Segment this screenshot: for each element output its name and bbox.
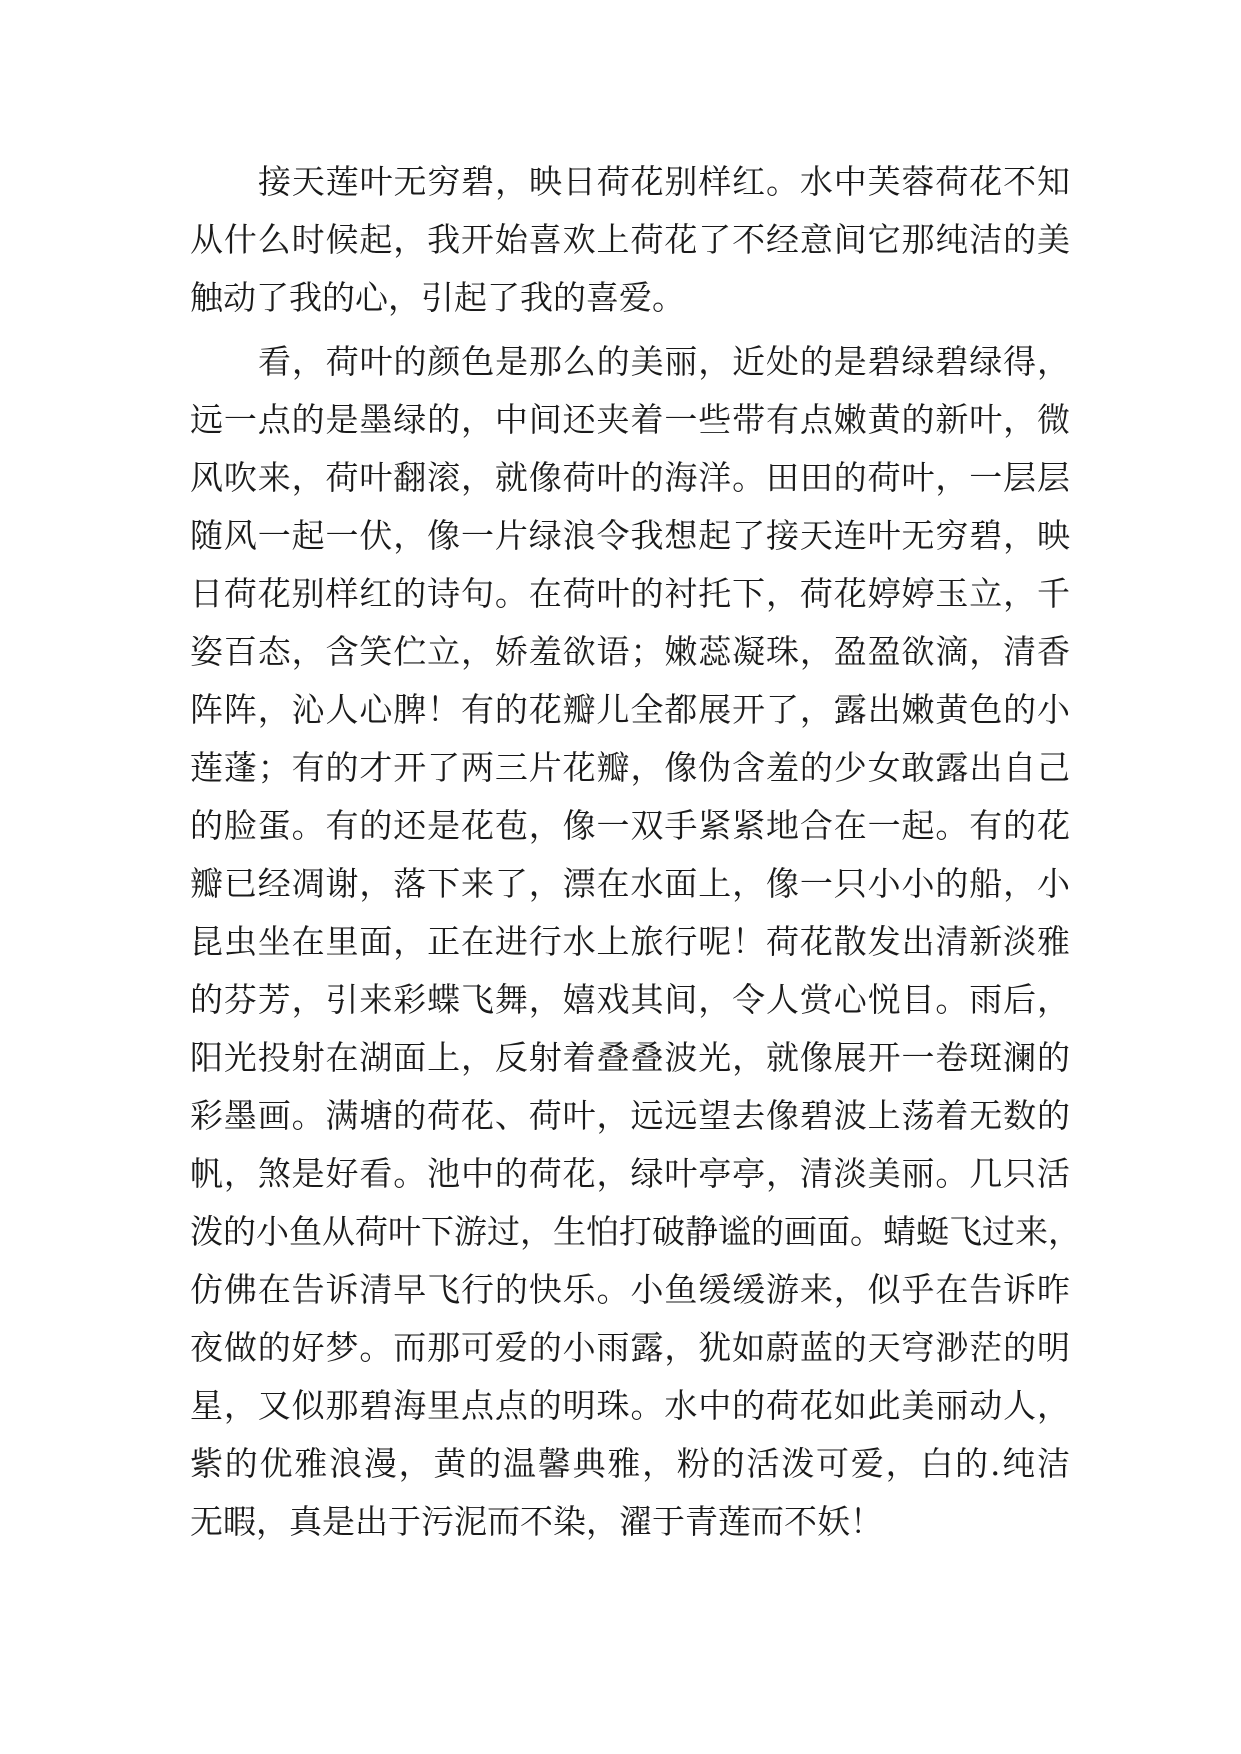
paragraph-2 xyxy=(190,333,1081,1551)
text-line: 的芬芳，引来彩蝶飞舞，嬉戏其间，令人赏心悦目。雨后， xyxy=(190,980,1070,1019)
text-line: 随风一起一伏，像一片绿浪令我想起了接天连叶无穷碧，映 xyxy=(190,516,1070,555)
text-line: 帆，煞是好看。池中的荷花，绿叶亭亭，清淡美丽。几只活 xyxy=(190,1154,1070,1193)
text-line: 风吹来，荷叶翻滚，就像荷叶的海洋。田田的荷叶，一层层 xyxy=(190,458,1070,497)
text-line: 日荷花别样红的诗句。在荷叶的衬托下，荷花婷婷玉立，千 xyxy=(190,574,1070,613)
text-line: 的脸蛋。有的还是花苞，像一双手紧紧地合在一起。有的花 xyxy=(190,806,1070,845)
text-line: 瓣已经凋谢，落下来了，漂在水面上，像一只小小的船，小 xyxy=(190,864,1070,903)
text-line: 看，荷叶的颜色是那么的美丽，近处的是碧绿碧绿得， xyxy=(258,342,1070,381)
text-line: 星，又似那碧海里点点的明珠。水中的荷花如此美丽动人， xyxy=(190,1386,1070,1425)
text-line: 泼的小鱼从荷叶下游过，生怕打破静谧的画面。蜻蜓飞过来， xyxy=(190,1212,1081,1251)
text-line: 无暇，真是出于污泥而不染，濯于青莲而不妖！ xyxy=(190,1502,883,1541)
text-line: 姿百态，含笑伫立，娇羞欲语；嫩蕊凝珠，盈盈欲滴，清香 xyxy=(190,632,1070,671)
text-line: 昆虫坐在里面，正在进行水上旅行呢！荷花散发出清新淡雅 xyxy=(190,922,1070,961)
text-line: 触动了我的心，引起了我的喜爱。 xyxy=(190,278,685,317)
text-line: 阳光投射在湖面上，反射着叠叠波光，就像展开一卷斑澜的 xyxy=(190,1038,1070,1077)
text-line: 仿佛在告诉清早飞行的快乐。小鱼缓缓游来，似乎在告诉昨 xyxy=(190,1270,1070,1309)
text-line: 彩墨画。满塘的荷花、荷叶，远远望去像碧波上荡着无数的 xyxy=(190,1096,1070,1135)
text-line: 莲蓬；有的才开了两三片花瓣，像伪含羞的少女敢露出自己 xyxy=(190,748,1070,787)
text-line: 紫的优雅浪漫，黄的温馨典雅，粉的活泼可爱，白的.纯洁 xyxy=(190,1444,1070,1483)
text-line: 接天莲叶无穷碧，映日荷花别样红。水中芙蓉荷花不知 xyxy=(258,162,1070,201)
text-line: 远一点的是墨绿的，中间还夹着一些带有点嫩黄的新叶，微 xyxy=(190,400,1070,439)
text-line: 从什么时候起，我开始喜欢上荷花了不经意间它那纯洁的美 xyxy=(190,220,1070,259)
text-line: 夜做的好梦。而那可爱的小雨露，犹如蔚蓝的天穹渺茫的明 xyxy=(190,1328,1070,1367)
document-body xyxy=(190,153,1081,1551)
paragraph-1 xyxy=(190,153,1070,327)
text-line: 阵阵，沁人心脾！有的花瓣儿全都展开了，露出嫩黄色的小 xyxy=(190,690,1070,729)
